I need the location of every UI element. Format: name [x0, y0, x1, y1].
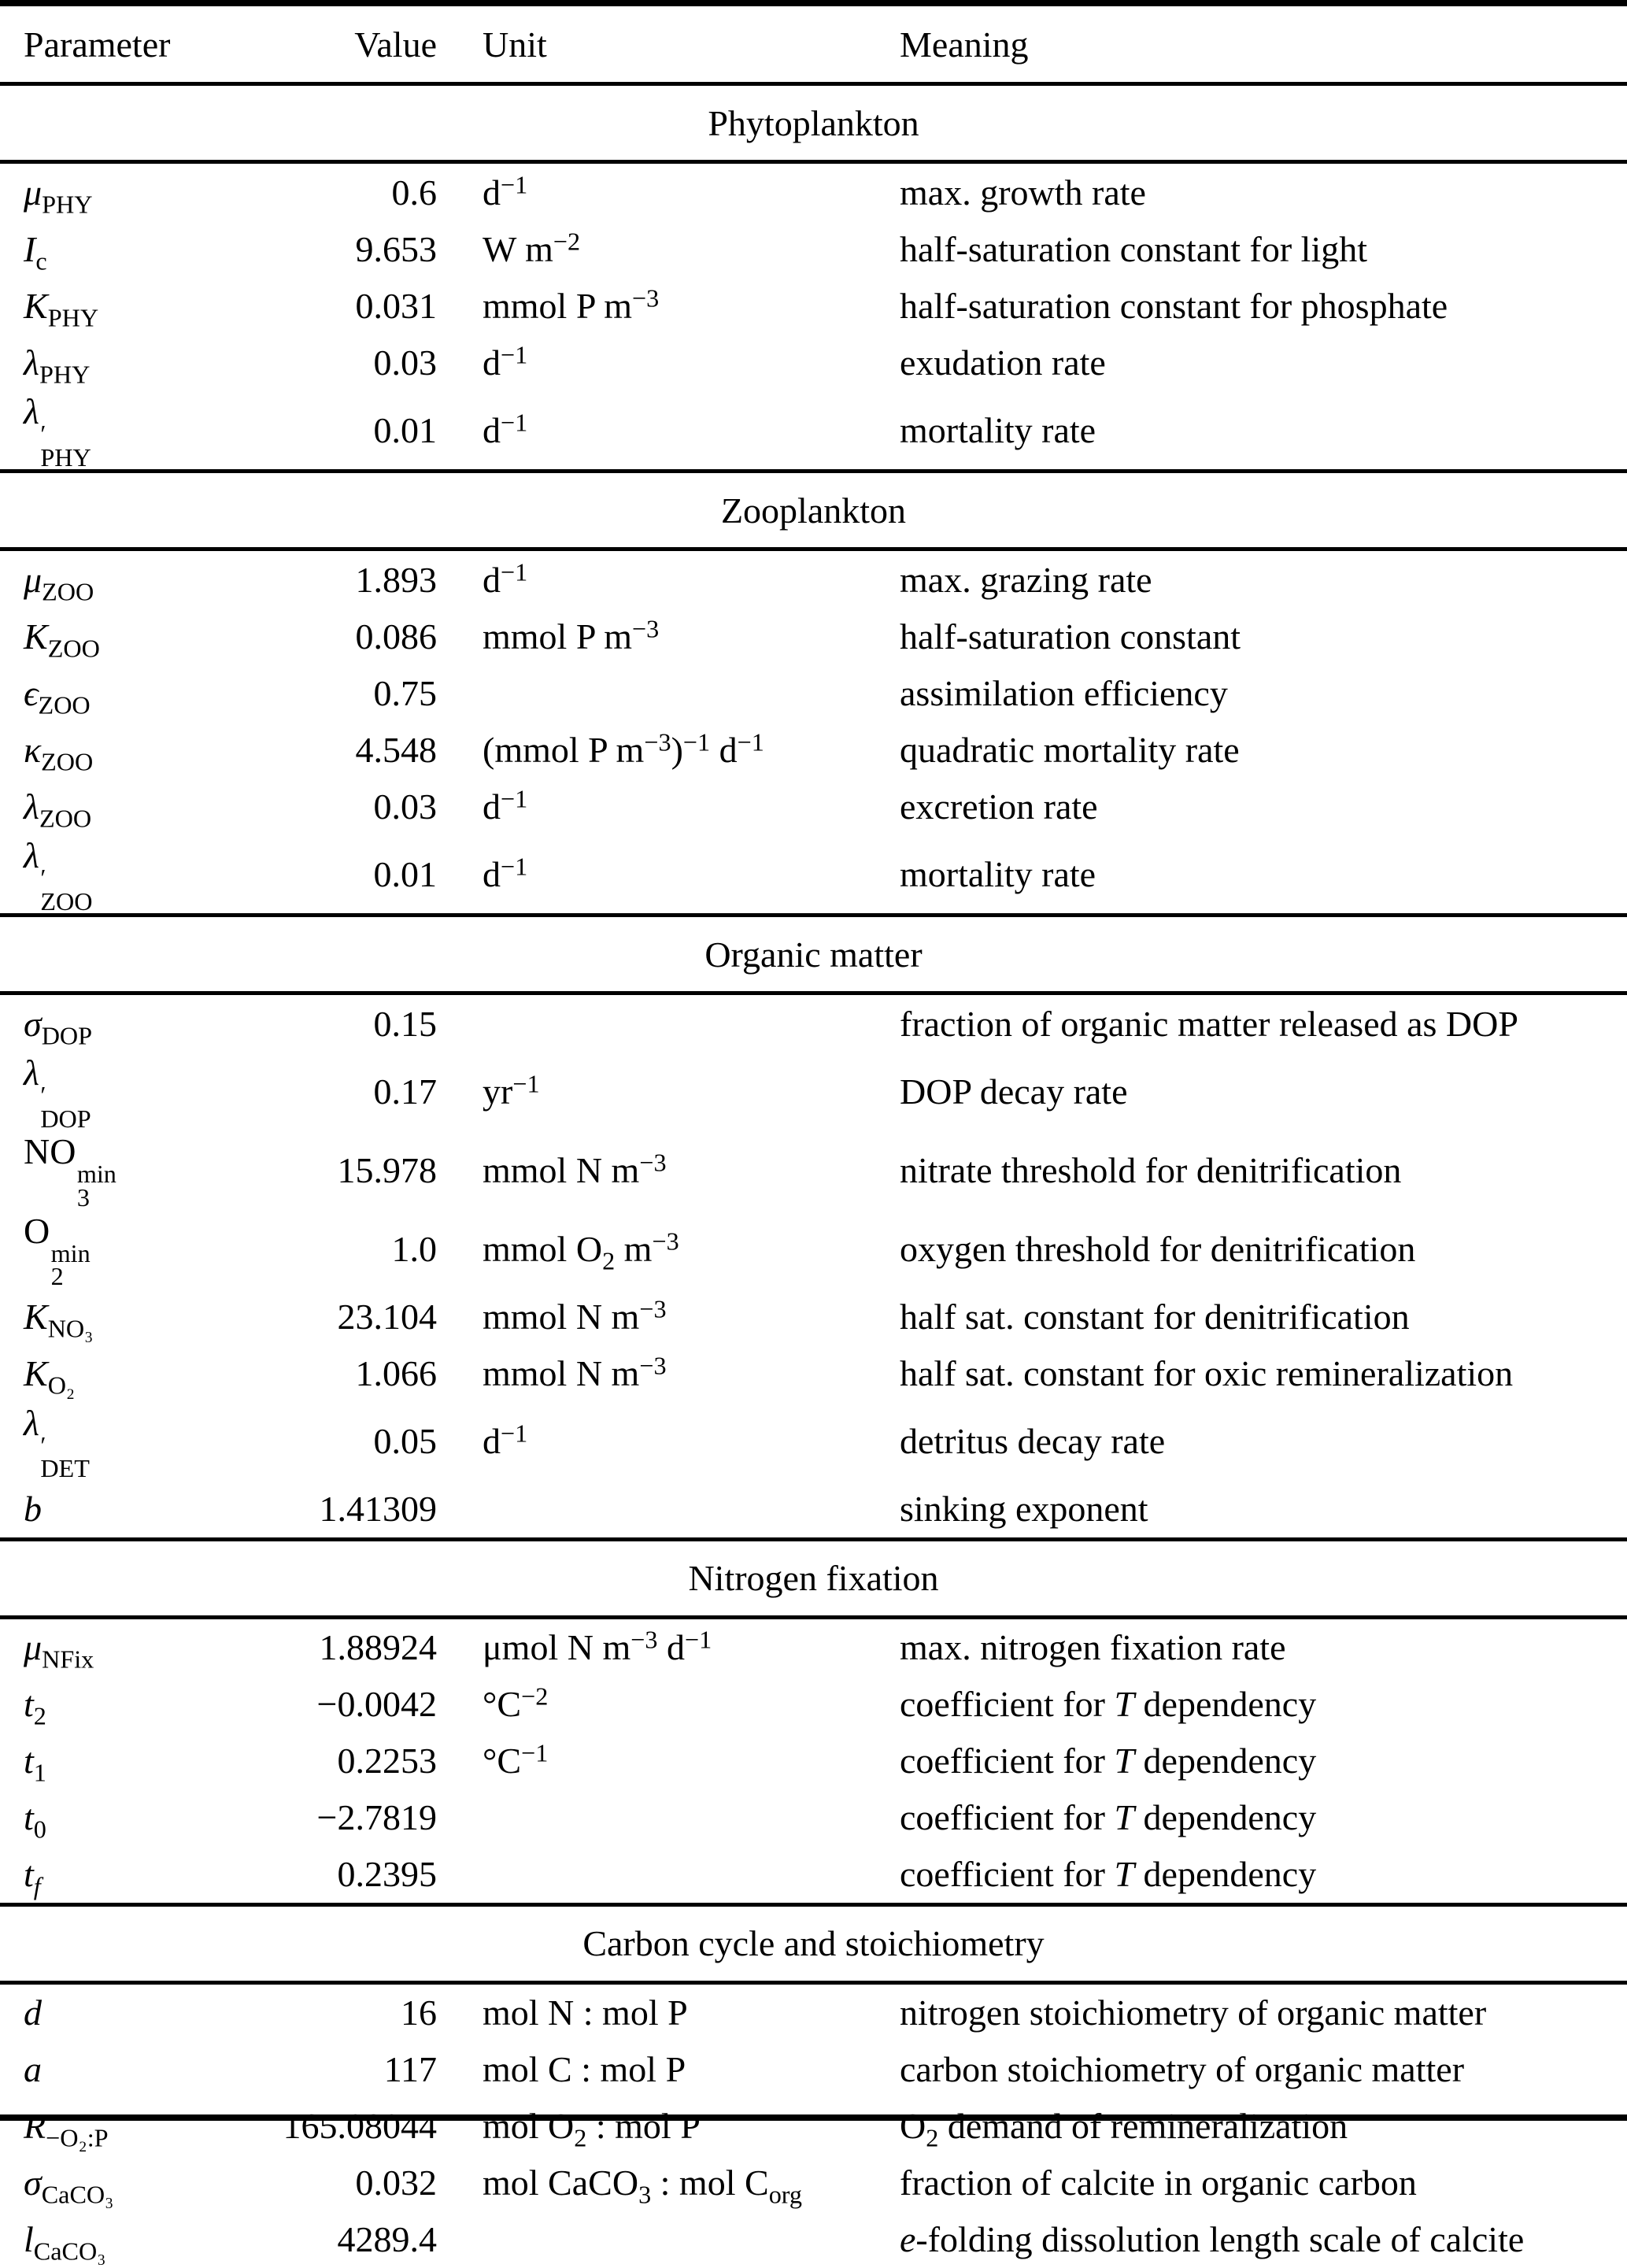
meaning-cell: $O_2$ demand of remineralization	[900, 2106, 1348, 2152]
param-cell: $\mu_{ZOO}$	[24, 559, 94, 605]
param-cell: $\epsilon_{ZOO}$	[24, 672, 91, 719]
value-cell: 0.17	[373, 1071, 437, 1112]
unit-cell: $d^{-1}$	[483, 1419, 528, 1462]
meaning-cell: carbon stoichiometry of organic matter	[900, 2049, 1465, 2090]
meaning-cell: excretion rate	[900, 786, 1098, 827]
meaning-cell: max. nitrogen fixation rate	[900, 1627, 1286, 1668]
meaning-cell: detritus decay rate	[900, 1421, 1166, 1462]
section-header-zooplankton	[0, 469, 1627, 551]
col-header-meaning: Meaning	[900, 24, 1029, 65]
table-row	[24, 1619, 1603, 1676]
value-cell: 0.05	[373, 1421, 437, 1462]
table-row	[24, 2098, 1603, 2155]
value-cell: −2.7819	[316, 1797, 437, 1838]
table-row	[24, 1130, 1603, 1212]
section-title: Nitrogen fixation	[688, 1558, 939, 1599]
meaning-cell: max. grazing rate	[900, 559, 1152, 600]
param-cell: λ ′ DOP	[24, 1053, 91, 1133]
meaning-cell: nitrate threshold for denitrification	[900, 1150, 1402, 1191]
table-row	[24, 1345, 1603, 1402]
table-header-row	[24, 6, 1603, 82]
meaning-cell: assimilation efficiency	[900, 672, 1228, 713]
meaning-cell: half-saturation constant for light	[900, 228, 1368, 269]
param-cell: λ ′ DET	[24, 1402, 90, 1483]
unit-cell: mmol P $m^{-3}$	[483, 614, 660, 657]
value-cell: 23.104	[337, 1297, 437, 1337]
value-cell: 0.75	[373, 672, 437, 713]
value-cell: 15.978	[337, 1150, 437, 1191]
meaning-cell: mortality rate	[900, 853, 1096, 894]
unit-cell: mmol P $m^{-3}$	[483, 283, 660, 326]
meaning-cell: coefficient for T dependency	[900, 1741, 1317, 1781]
value-cell: 1.41309	[319, 1489, 437, 1530]
table-row	[24, 664, 1603, 721]
value-cell: 0.01	[373, 853, 437, 894]
param-cell: $I_c$	[24, 228, 47, 275]
param-cell: $\lambda_{ZOO}$	[24, 786, 92, 832]
param-cell: λ ′ ZOO	[24, 835, 93, 916]
param-cell: $\kappa_{ZOO}$	[24, 729, 94, 775]
table-row	[24, 834, 1603, 916]
value-cell: 9.653	[355, 228, 437, 269]
param-cell: NO min 3	[24, 1131, 116, 1212]
param-cell: a	[24, 2049, 42, 2090]
value-cell: 0.01	[373, 409, 437, 450]
table-row	[24, 1210, 1603, 1289]
unit-cell: mol $O_2$ : mol P	[483, 2106, 701, 2152]
unit-cell: $^\circ C^{-2}$	[483, 1682, 549, 1725]
param-cell: $\mu_{NFix}$	[24, 1627, 94, 1674]
section-title: Zooplankton	[720, 490, 907, 531]
unit-cell: mmol N $m^{-3}$	[483, 1351, 667, 1394]
table-row	[24, 1402, 1603, 1481]
param-cell: $\lambda_{PHY}$	[24, 342, 91, 388]
unit-cell: mol N : mol P	[483, 1992, 688, 2033]
table-row	[24, 334, 1603, 390]
meaning-cell: half sat. constant for oxic remineralization	[900, 1353, 1514, 1394]
value-cell: 4289.4	[337, 2219, 437, 2260]
table-row	[24, 1789, 1603, 1846]
value-cell: 0.03	[373, 786, 437, 827]
meaning-cell: fraction of calcite in organic carbon	[900, 2163, 1417, 2203]
meaning-cell: coefficient for T dependency	[900, 1684, 1317, 1725]
param-cell: λ ′ PHY	[24, 391, 91, 472]
meaning-cell: half-saturation constant	[900, 616, 1241, 657]
meaning-cell: fraction of organic matter released as DOP	[900, 1003, 1518, 1044]
value-cell: 1.0	[391, 1229, 437, 1270]
unit-cell: (mmol P $m^{-3})^{-1}$ $d^{-1}$	[483, 727, 764, 770]
unit-cell: mmol N $m^{-3}$	[483, 1294, 667, 1337]
param-cell: $K_{PHY}$	[24, 285, 99, 331]
table-row	[24, 2041, 1603, 2098]
table-row	[24, 1481, 1603, 1537]
table-row	[24, 995, 1603, 1052]
section-header-nitrogen-fixation	[0, 1537, 1627, 1619]
unit-cell: μmol N $m^{-3}$ $d^{-1}$	[483, 1625, 712, 1668]
meaning-cell: oxygen threshold for denitrification	[900, 1229, 1416, 1270]
value-cell: 0.2253	[337, 1741, 437, 1781]
col-header-parameter: Parameter	[24, 24, 171, 65]
param-cell: d	[24, 1992, 42, 2033]
table-row	[24, 1676, 1603, 1733]
unit-cell: $d^{-1}$	[483, 557, 528, 600]
meaning-cell: sinking exponent	[900, 1489, 1148, 1530]
value-cell: 117	[383, 2049, 437, 2090]
param-cell: b	[24, 1489, 42, 1530]
meaning-cell: coefficient for T dependency	[900, 1797, 1317, 1838]
unit-cell: mmol $O_2$ $m^{-3}$	[483, 1226, 679, 1275]
param-cell: $\mu_{PHY}$	[24, 172, 93, 218]
param-cell: $l_{CaCO_3}$	[24, 2219, 106, 2266]
table-row	[24, 2155, 1603, 2211]
section-title: Phytoplankton	[708, 102, 919, 143]
unit-cell: W $m^{-2}$	[483, 227, 581, 269]
meaning-cell: coefficient for T dependency	[900, 1854, 1317, 1895]
table-row	[24, 277, 1603, 334]
section-header-organic-matter	[0, 913, 1627, 995]
table-row	[24, 1052, 1603, 1133]
meaning-cell: max. growth rate	[900, 172, 1146, 213]
table-row	[24, 164, 1603, 220]
table-body	[24, 82, 1603, 2268]
section-header-carbon-cycle-and-stoichiometry	[0, 1903, 1627, 1985]
value-cell: 0.6	[391, 172, 437, 213]
table-row	[24, 1985, 1603, 2041]
unit-cell: $^\circ C^{-1}$	[483, 1738, 549, 1781]
param-cell: $t_2$	[24, 1684, 46, 1730]
col-header-unit: Unit	[483, 24, 547, 65]
unit-cell: $d^{-1}$	[483, 852, 528, 894]
param-cell: $t_1$	[24, 1741, 46, 1787]
unit-cell: $d^{-1}$	[483, 784, 528, 827]
value-cell: 1.88924	[319, 1627, 437, 1668]
table-row	[24, 2211, 1603, 2268]
section-title: Carbon cycle and stoichiometry	[582, 1923, 1045, 1964]
param-cell: $\sigma_{DOP}$	[24, 1003, 93, 1050]
param-cell: $K_{NO_3}$	[24, 1297, 94, 1343]
param-cell: O min 2	[24, 1210, 91, 1291]
meaning-cell: half-saturation constant for phosphate	[900, 285, 1448, 326]
value-cell: 0.032	[355, 2163, 437, 2203]
value-cell: 0.086	[355, 616, 437, 657]
table-row	[24, 551, 1603, 608]
table-row	[24, 1846, 1603, 1903]
param-cell: $K_{O_2}$	[24, 1353, 76, 1400]
table-row	[24, 721, 1603, 778]
value-cell: 1.893	[355, 559, 437, 600]
table-row	[24, 608, 1603, 664]
table-row	[24, 778, 1603, 834]
unit-cell: $d^{-1}$	[483, 408, 528, 450]
table-row	[24, 1733, 1603, 1789]
meaning-cell: exudation rate	[900, 342, 1106, 383]
param-cell: $K_{ZOO}$	[24, 616, 100, 662]
param-cell: $R_{-O_2:P}$	[24, 2106, 109, 2152]
section-title: Organic matter	[704, 934, 923, 975]
param-cell: $t_f$	[24, 1854, 41, 1900]
value-cell: −0.0042	[316, 1684, 437, 1725]
table-row	[24, 220, 1603, 277]
unit-cell: $d^{-1}$	[483, 340, 528, 383]
meaning-cell: quadratic mortality rate	[900, 729, 1240, 770]
param-cell: $t_0$	[24, 1797, 46, 1844]
unit-cell: $d^{-1}$	[483, 170, 528, 213]
table-row	[24, 390, 1603, 472]
value-cell: 0.031	[355, 285, 437, 326]
value-cell: 165.08044	[283, 2106, 437, 2147]
value-cell: 0.2395	[337, 1854, 437, 1895]
section-header-phytoplankton	[0, 82, 1627, 164]
value-cell: 16	[401, 1992, 437, 2033]
param-cell: $\sigma_{CaCO_3}$	[24, 2163, 114, 2209]
table-row	[24, 1289, 1603, 1345]
unit-cell: mol C : mol P	[483, 2049, 686, 2090]
meaning-cell: e-folding dissolution length scale of calcite	[900, 2219, 1525, 2260]
meaning-cell: nitrogen stoichiometry of organic matter	[900, 1992, 1487, 2033]
unit-cell: mol CaCO$_3$ : mol $C_{org}$	[483, 2163, 803, 2209]
meaning-cell: half sat. constant for denitrification	[900, 1297, 1410, 1337]
value-cell: 0.15	[373, 1003, 437, 1044]
unit-cell: $yr^{-1}$	[483, 1069, 540, 1112]
meaning-cell: DOP decay rate	[900, 1071, 1128, 1112]
unit-cell: mmol N $m^{-3}$	[483, 1148, 667, 1191]
meaning-cell: mortality rate	[900, 409, 1096, 450]
value-cell: 1.066	[355, 1353, 437, 1394]
value-cell: 0.03	[373, 342, 437, 383]
col-header-value: Value	[354, 24, 437, 65]
value-cell: 4.548	[355, 729, 437, 770]
